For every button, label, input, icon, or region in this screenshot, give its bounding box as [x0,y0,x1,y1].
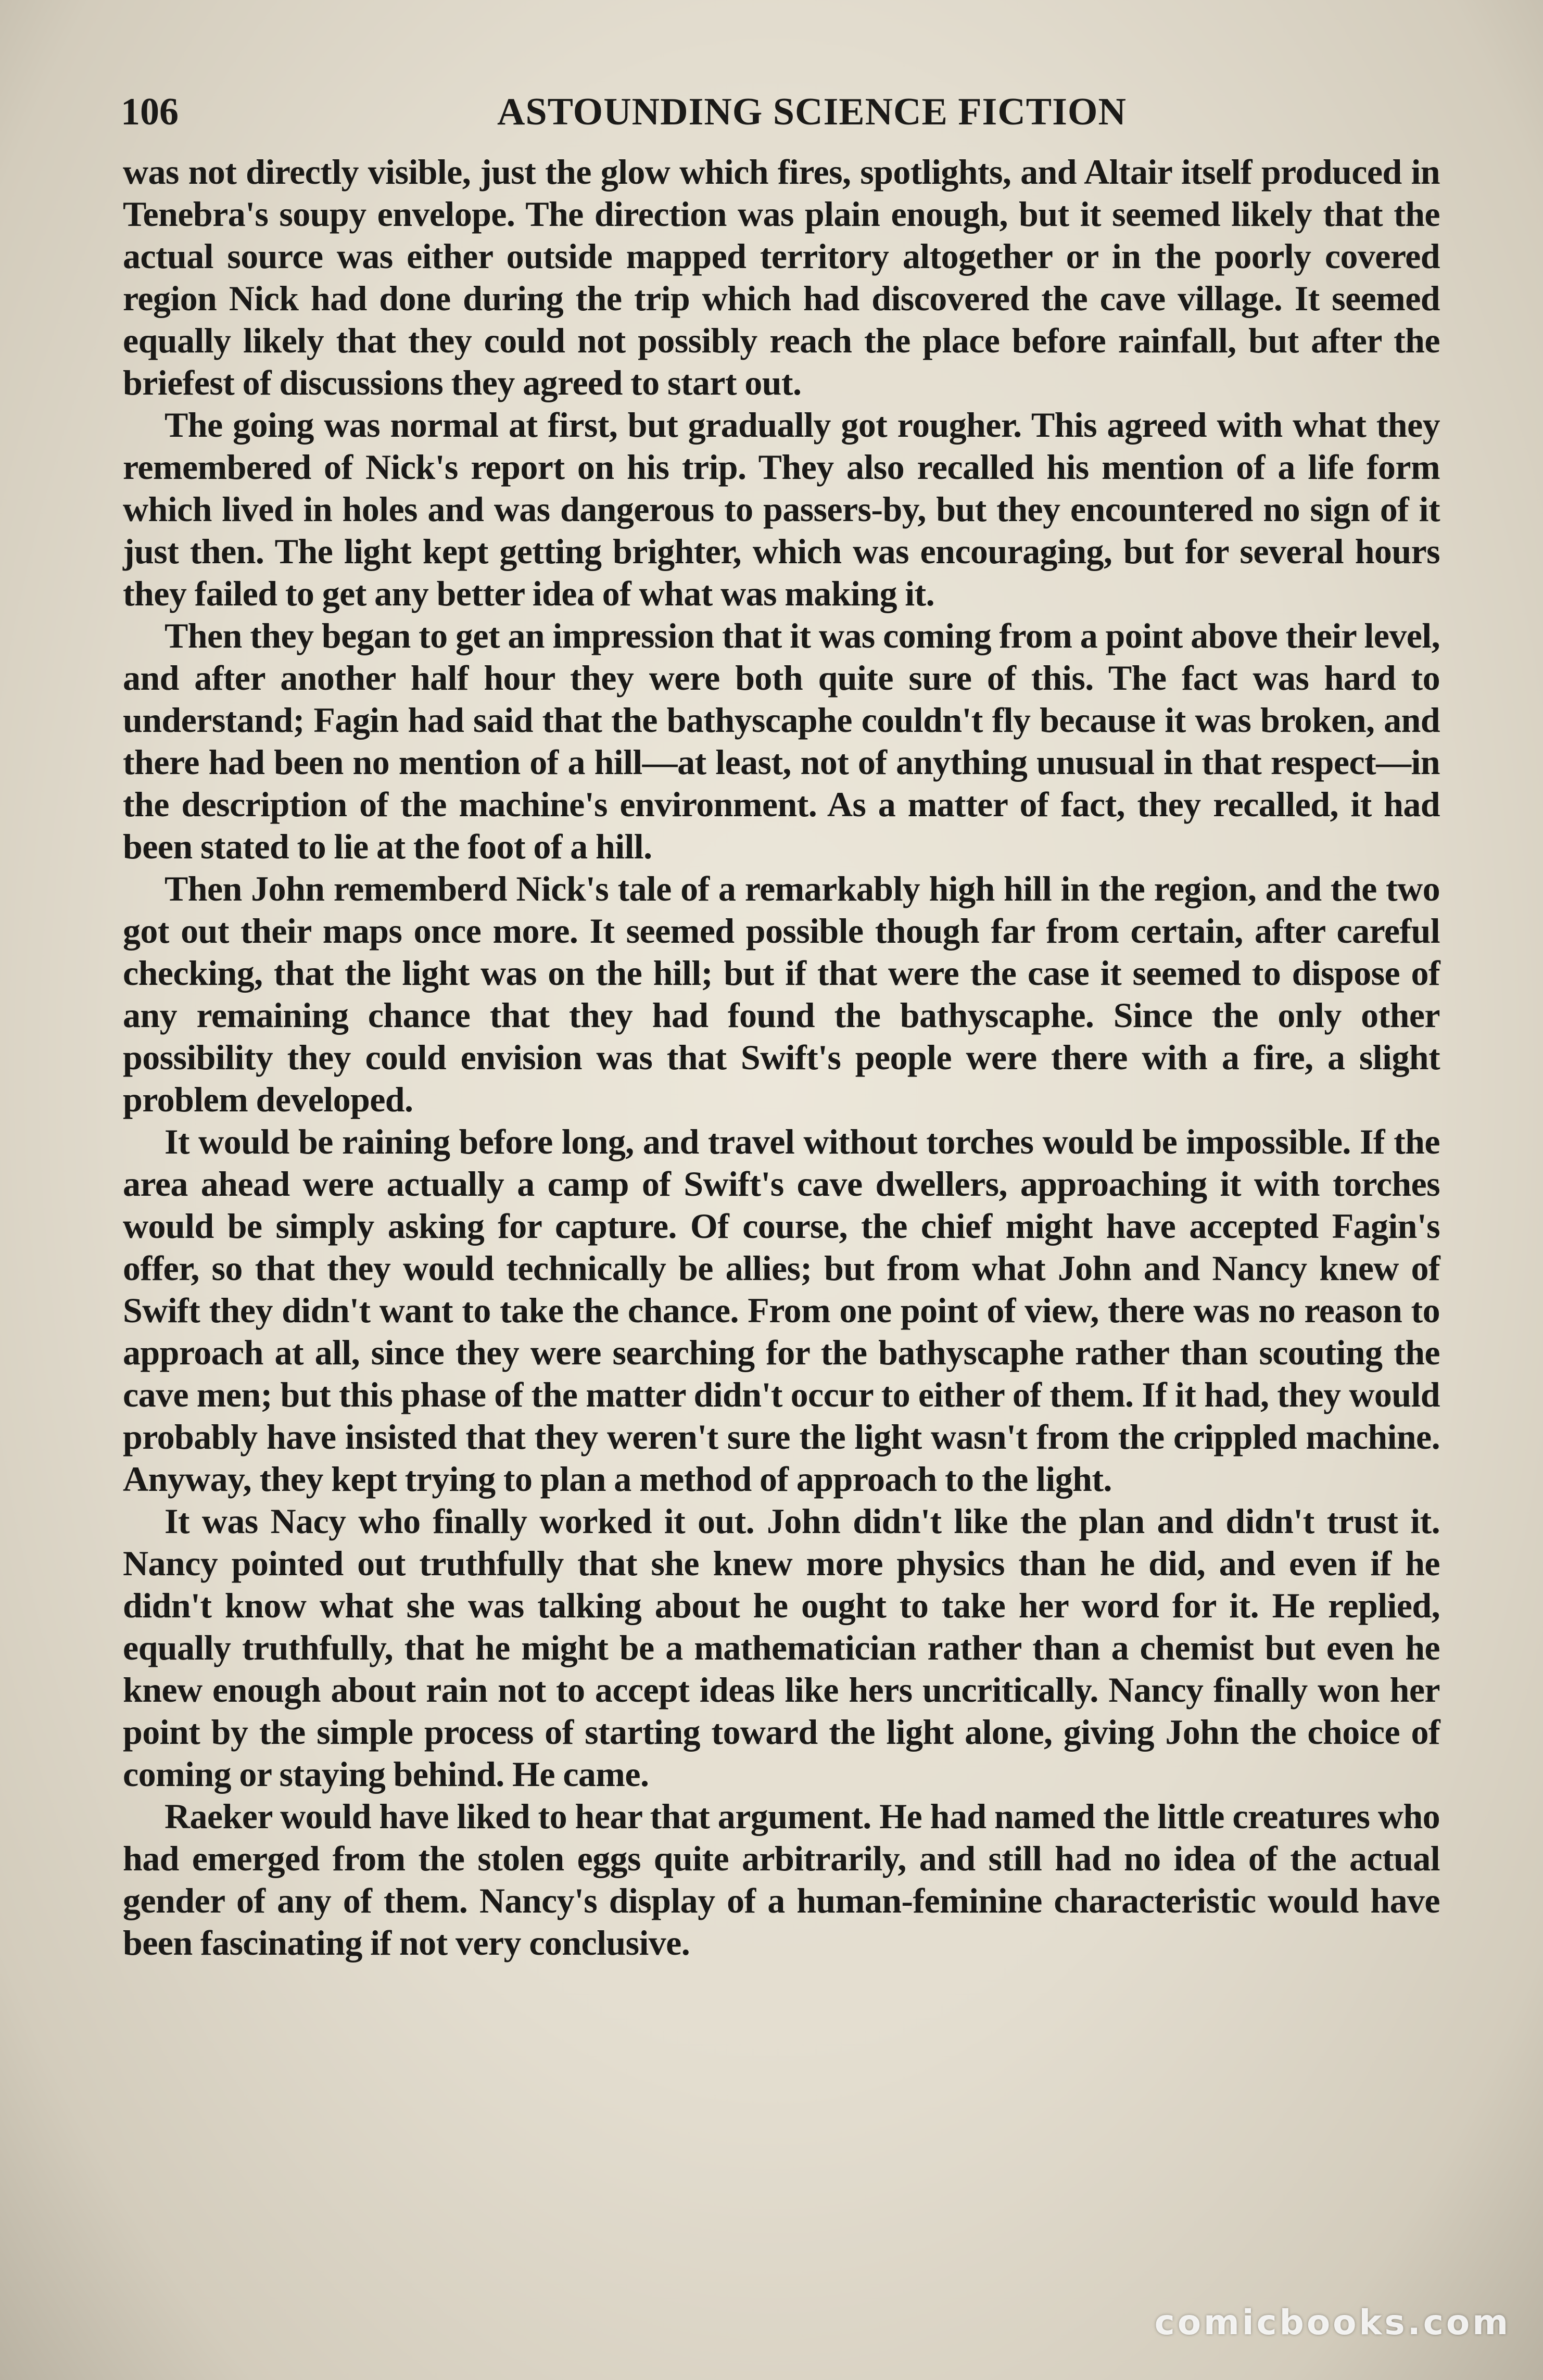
paragraph: Raeker would have liked to hear that argument. He had named the little creatures who had emerged from the stolen eggs quite arbitrarily, and still had no idea of the actual gender of any of them. Nancy's display of a human-feminine characteristic would have been fascinating if not very conclusive. [123,1796,1440,1963]
page-number: 106 [121,91,179,133]
page-header [121,86,1440,138]
paragraph: The going was normal at first, but gradually got rougher. This agreed with what they remembered of Nick's report on his trip. They also recalled his mention of a life form which lived in holes and was dangerous to passers-by, but they encountered no sign of it just then. The light kept getting brighter, which was encouraging, but for several hours they failed to get any better idea of what was making it. [123,405,1440,613]
paragraph: It would be raining before long, and travel without torches would be impossible. If the area ahead were actually a camp of Swift's cave dwellers, approaching it with torches would be simply asking for capture. Of course, the chief might have accepted Fagin's offer, so that they would technically be allies; but from what John and Nancy knew of Swift they didn't want to take the chance. From one point of view, there was no reason to approach at all, since they were searching for the bathyscaphe rather than scouting the cave men; but this phase of the matter didn't occur to either of them. If it had, they would probably have insisted that they weren't sure the light wasn't from the crippled machine. Anyway, they kept trying to plan a method of approach to the light. [123,1122,1440,1499]
running-head: ASTOUNDING SCIENCE FICTION [497,91,1127,133]
paragraph: Then they began to get an impression that it was coming from a point above their level, and after another half hour they were both quite sure of this. The fact was hard to understand; Fagin had said that the bathyscaphe couldn't fly because it was broken, and there had been no mention of a hill—at least, not of anything unusual in that respect—in the description of the machine's environment. As a matter of fact, they recalled, it had been stated to lie at the foot of a hill. [123,616,1440,866]
paragraph: It was Nacy who finally worked it out. John didn't like the plan and didn't trust it. Nancy pointed out truthfully that she knew more physics than he did, and even if he didn't know what she was talking about he ought to take her word for it. He replied, equally truthfully, that he might be a mathematician rather than a chemist but even he knew enough about rain not to accept ideas like hers uncritically. Nancy finally won her point by the simple process of starting toward the light alone, giving John the choice of coming or staying behind. He came. [123,1501,1440,1794]
paragraph: Then John rememberd Nick's tale of a remarkably high hill in the region, and the two got out their maps once more. It seemed possible though far from certain, after careful checking, that the light was on the hill; but if that were the case it seemed to dispose of any remaining chance that they had found the bathyscaphe. Since the only other possibility they could envision was that Swift's people were there with a fire, a slight problem developed. [123,869,1440,1119]
article-body [123,151,1440,1964]
paragraph: was not directly visible, just the glow which fires, spotlights, and Altair itself produced in Tenebra's soupy envelope. The direction was plain enough, but it seemed likely that the actual source was either outside mapped territory altogether or in the poorly covered region Nick had done during the trip which had discovered the cave village. It seemed equally likely that they could not possibly reach the place before rainfall, but after the briefest of discussions they agreed to start out. [123,152,1440,402]
watermark: comicbooks.com [1154,2302,1511,2343]
